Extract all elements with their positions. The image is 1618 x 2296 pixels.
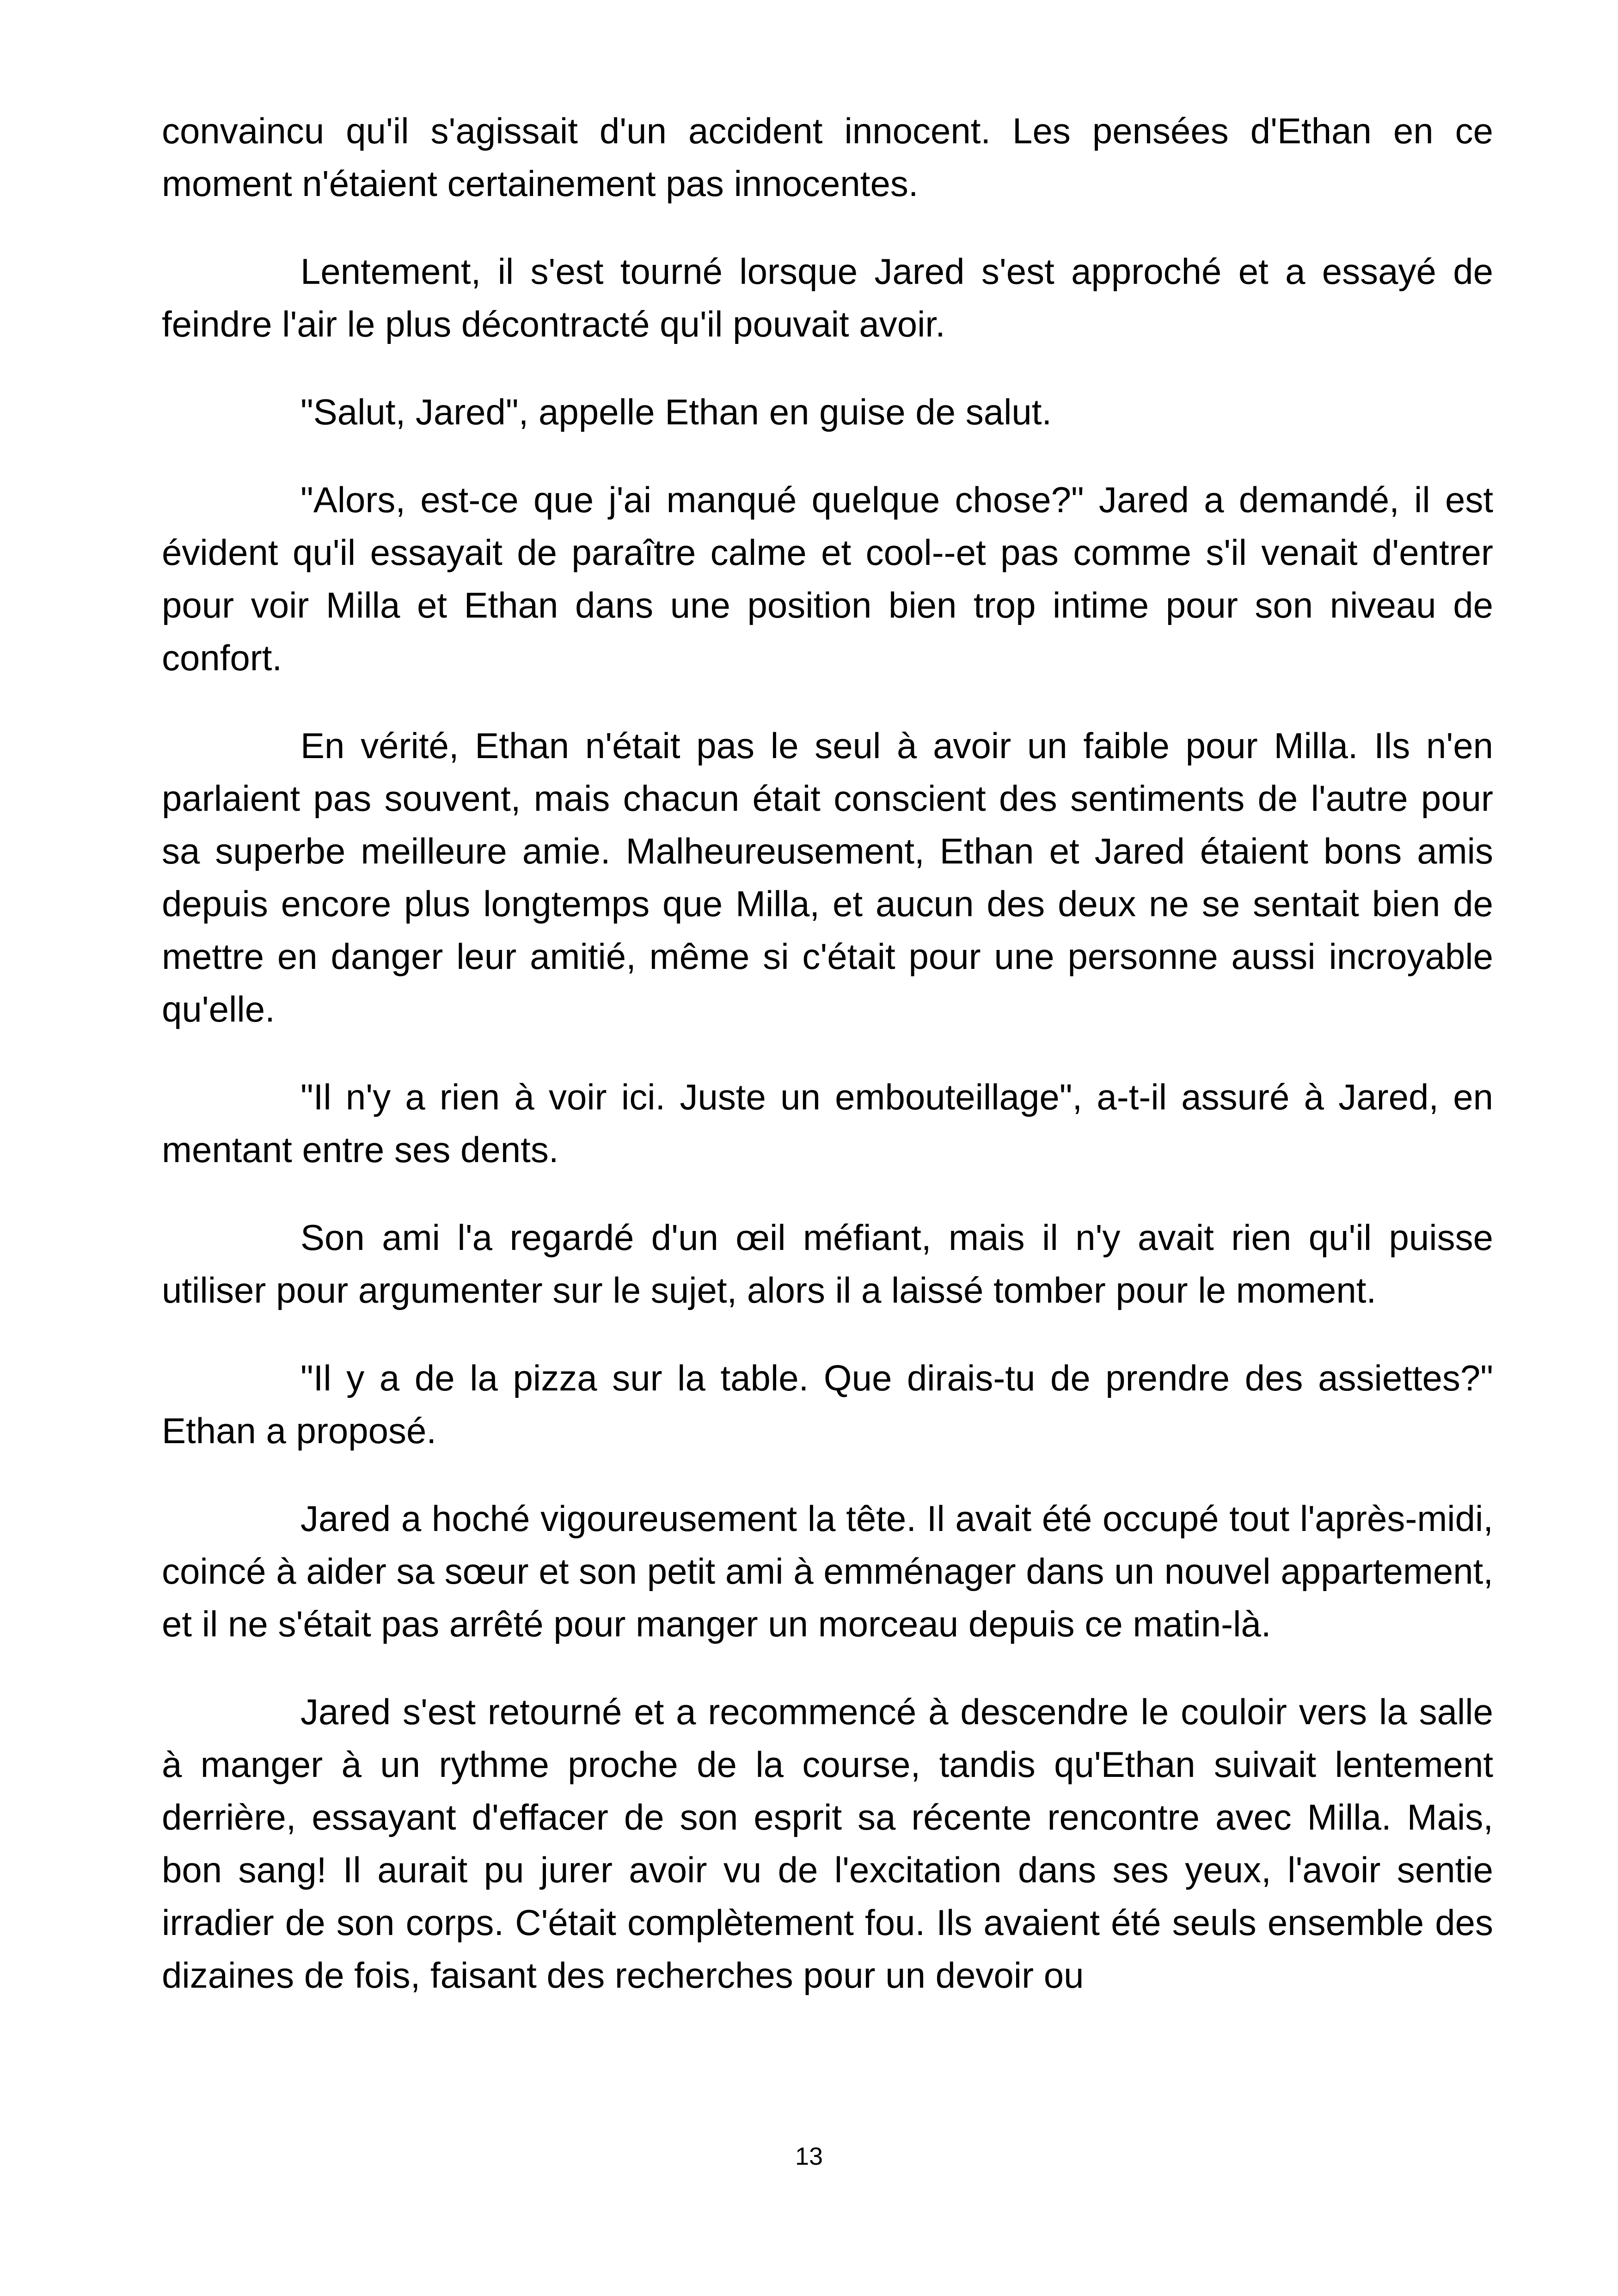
paragraph-5: En vérité, Ethan n'était pas le seul à avoir un faible pour Milla. Ils n'en parlaient pas souvent, mais chacun était conscient des sentiments de l'autre pour sa superbe meilleure amie. Malheureusement, Ethan et Jared étaient bons amis depuis encore plus longtemps que Milla, et aucun des deux ne se sentait bien de mettre en danger leur amitié, même si c'était pour une personne aussi incroyable qu'elle. [162,725,1493,1029]
paragraph-7: Son ami l'a regardé d'un œil méfiant, mais il n'y avait rien qu'il puisse utiliser pour argumenter sur le sujet, alors il a laissé tomber pour le moment. [162,1217,1493,1310]
paragraph-10: Jared s'est retourné et a recommencé à descendre le couloir vers la salle à manger à un rythme proche de la course, tandis qu'Ethan suivait lentement derrière, essayant d'effacer de son esprit sa récente rencontre avec Milla. Mais, bon sang! Il aurait pu jurer avoir vu de l'excitation dans ses yeux, l'avoir sentie irradier de son corps. C'était complètement fou. Ils avaient été seuls ensemble des dizaines de fois, faisant des recherches pour un devoir ou [162,1691,1493,1996]
paragraph-2: Lentement, il s'est tourné lorsque Jared s'est approché et a essayé de feindre l'air le plus décontracté qu'il pouvait avoir. [162,251,1493,344]
paragraph-1: convaincu qu'il s'agissait d'un accident innocent. Les pensées d'Ethan en ce moment n'étaient certainement pas innocentes. [162,110,1493,204]
paragraph-3: "Salut, Jared", appelle Ethan en guise de salut. [300,392,1052,432]
paragraph-6: "Il n'y a rien à voir ici. Juste un embouteillage", a-t-il assuré à Jared, en mentant entre ses dents. [162,1077,1493,1170]
paragraph-9: Jared a hoché vigoureusement la tête. Il avait été occupé tout l'après-midi, coincé à aider sa sœur et son petit ami à emménager dans un nouvel appartement, et il ne s'était pas arrêté pour manger un morceau depuis ce matin-là. [162,1498,1493,1644]
paragraph-4: "Alors, est-ce que j'ai manqué quelque chose?" Jared a demandé, il est évident qu'il essayait de paraître calme et cool--et pas comme s'il venait d'entrer pour voir Milla et Ethan dans une position bien trop intime pour son niveau de confort. [162,479,1493,678]
page-number: 13 [795,2143,823,2170]
paragraph-8: "Il y a de la pizza sur la table. Que dirais-tu de prendre des assiettes?" Ethan a proposé. [162,1358,1493,1451]
page-body [162,104,1493,2037]
